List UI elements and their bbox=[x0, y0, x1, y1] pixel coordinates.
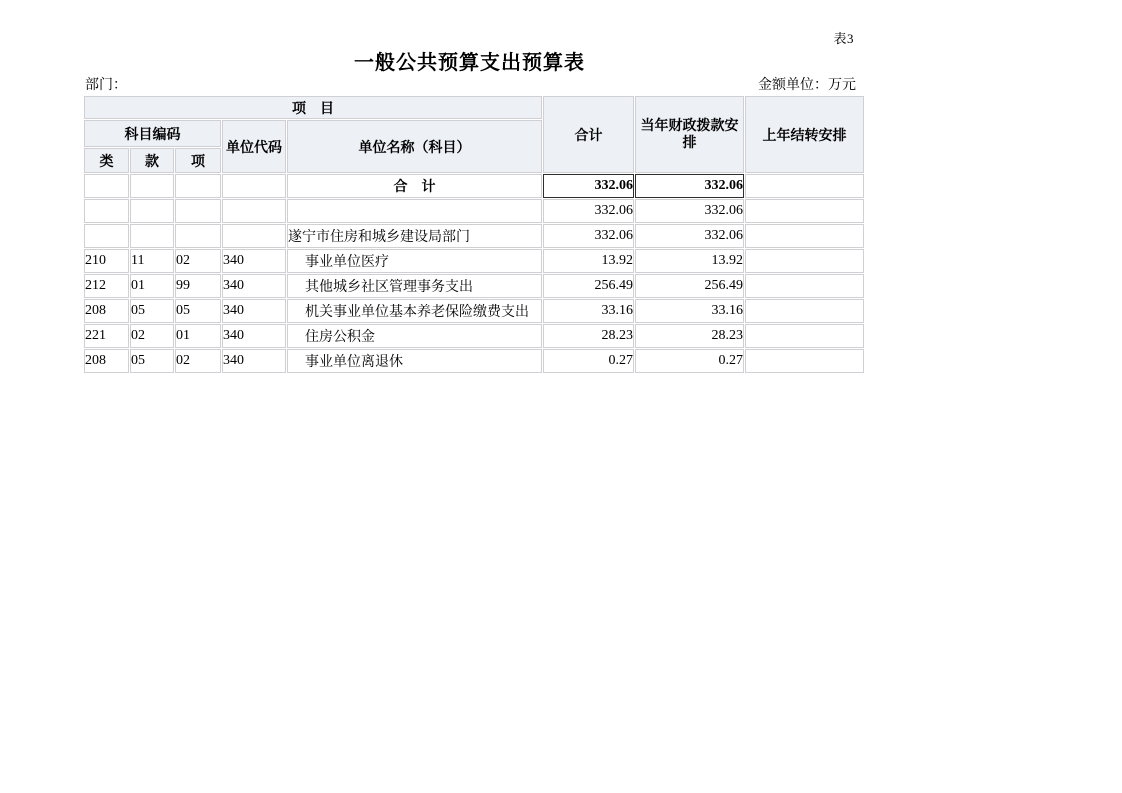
unit-name-cell: 其他城乡社区管理事务支出 bbox=[287, 274, 542, 298]
table-row bbox=[84, 274, 864, 298]
unit-name-cell: 事业单位医疗 bbox=[287, 249, 542, 273]
sub-item-code-cell: 99 bbox=[175, 274, 221, 298]
sub-item-code-cell bbox=[175, 174, 221, 198]
total-amount-cell: 256.49 bbox=[543, 274, 634, 298]
prior-year-carryover-cell bbox=[745, 349, 864, 373]
item-code-cell: 05 bbox=[130, 299, 174, 323]
budget-table bbox=[83, 95, 865, 374]
current-year-fiscal-cell: 33.16 bbox=[635, 299, 744, 323]
current-year-fiscal-cell: 256.49 bbox=[635, 274, 744, 298]
current-year-fiscal-cell: 332.06 bbox=[635, 224, 744, 248]
table-row bbox=[84, 174, 864, 198]
sub-item-code-cell: 01 bbox=[175, 324, 221, 348]
category-code-cell: 221 bbox=[84, 324, 129, 348]
prior-year-carryover-cell bbox=[745, 174, 864, 198]
table-row bbox=[84, 199, 864, 223]
category-code-cell bbox=[84, 224, 129, 248]
category-code-cell: 210 bbox=[84, 249, 129, 273]
current-year-fiscal-cell: 332.06 bbox=[635, 199, 744, 223]
sub-item-code-cell: 02 bbox=[175, 249, 221, 273]
table-row bbox=[84, 249, 864, 273]
current-year-fiscal-cell: 0.27 bbox=[635, 349, 744, 373]
unit-name-cell: 遂宁市住房和城乡建设局部门 bbox=[287, 224, 542, 248]
budget-table-header bbox=[84, 96, 864, 173]
item-code-cell: 11 bbox=[130, 249, 174, 273]
page-title: 一般公共预算支出预算表 bbox=[354, 50, 585, 74]
category-code-cell bbox=[84, 199, 129, 223]
prior-year-carryover-cell bbox=[745, 299, 864, 323]
item-code-cell: 01 bbox=[130, 274, 174, 298]
prior-year-carryover-cell bbox=[745, 224, 864, 248]
unit-name-cell: 事业单位离退休 bbox=[287, 349, 542, 373]
item-code-cell bbox=[130, 224, 174, 248]
total-amount-cell: 28.23 bbox=[543, 324, 634, 348]
total-amount-cell: 332.06 bbox=[543, 174, 634, 198]
header-subject-code: 科目编码 bbox=[84, 120, 221, 147]
header-prior-year-carryover: 上年结转安排 bbox=[745, 96, 864, 173]
unit-name-cell bbox=[287, 199, 542, 223]
current-year-fiscal-cell: 28.23 bbox=[635, 324, 744, 348]
header-unit-code: 单位代码 bbox=[222, 120, 286, 173]
prior-year-carryover-cell bbox=[745, 199, 864, 223]
table-row bbox=[84, 224, 864, 248]
total-amount-cell: 13.92 bbox=[543, 249, 634, 273]
unit-code-cell: 340 bbox=[222, 349, 286, 373]
item-code-cell: 05 bbox=[130, 349, 174, 373]
table-row bbox=[84, 324, 864, 348]
header-current-year-fiscal: 当年财政拨款安排 bbox=[635, 96, 744, 173]
department-label: 部门： bbox=[85, 78, 127, 93]
unit-code-cell: 340 bbox=[222, 299, 286, 323]
item-code-cell bbox=[130, 199, 174, 223]
sheet-number-label: 表3 bbox=[833, 31, 854, 46]
unit-code-cell bbox=[222, 199, 286, 223]
item-code-cell bbox=[130, 174, 174, 198]
total-amount-cell: 332.06 bbox=[543, 224, 634, 248]
header-sub-item: 项 bbox=[175, 148, 221, 173]
budget-table-body bbox=[84, 174, 864, 373]
item-code-cell: 02 bbox=[130, 324, 174, 348]
header-category: 类 bbox=[84, 148, 129, 173]
header-total: 合计 bbox=[543, 96, 634, 173]
prior-year-carryover-cell bbox=[745, 324, 864, 348]
sub-item-code-cell: 02 bbox=[175, 349, 221, 373]
total-amount-cell: 0.27 bbox=[543, 349, 634, 373]
header-unit-name: 单位名称（科目） bbox=[287, 120, 542, 173]
unit-code-cell bbox=[222, 174, 286, 198]
category-code-cell: 208 bbox=[84, 349, 129, 373]
unit-code-cell bbox=[222, 224, 286, 248]
table-row bbox=[84, 349, 864, 373]
category-code-cell bbox=[84, 174, 129, 198]
unit-name-cell: 机关事业单位基本养老保险缴费支出 bbox=[287, 299, 542, 323]
category-code-cell: 208 bbox=[84, 299, 129, 323]
current-year-fiscal-cell: 332.06 bbox=[635, 174, 744, 198]
unit-code-cell: 340 bbox=[222, 274, 286, 298]
unit-name-cell: 合 计 bbox=[287, 174, 542, 198]
unit-code-cell: 340 bbox=[222, 324, 286, 348]
sub-item-code-cell bbox=[175, 224, 221, 248]
current-year-fiscal-cell: 13.92 bbox=[635, 249, 744, 273]
header-item: 款 bbox=[130, 148, 174, 173]
sub-item-code-cell bbox=[175, 199, 221, 223]
total-amount-cell: 33.16 bbox=[543, 299, 634, 323]
prior-year-carryover-cell bbox=[745, 249, 864, 273]
header-project: 项 目 bbox=[84, 96, 542, 119]
unit-name-cell: 住房公积金 bbox=[287, 324, 542, 348]
table-row bbox=[84, 299, 864, 323]
sub-item-code-cell: 05 bbox=[175, 299, 221, 323]
total-amount-cell: 332.06 bbox=[543, 199, 634, 223]
prior-year-carryover-cell bbox=[745, 274, 864, 298]
amount-unit-label: 金额单位：万元 bbox=[758, 78, 856, 93]
category-code-cell: 212 bbox=[84, 274, 129, 298]
unit-code-cell: 340 bbox=[222, 249, 286, 273]
